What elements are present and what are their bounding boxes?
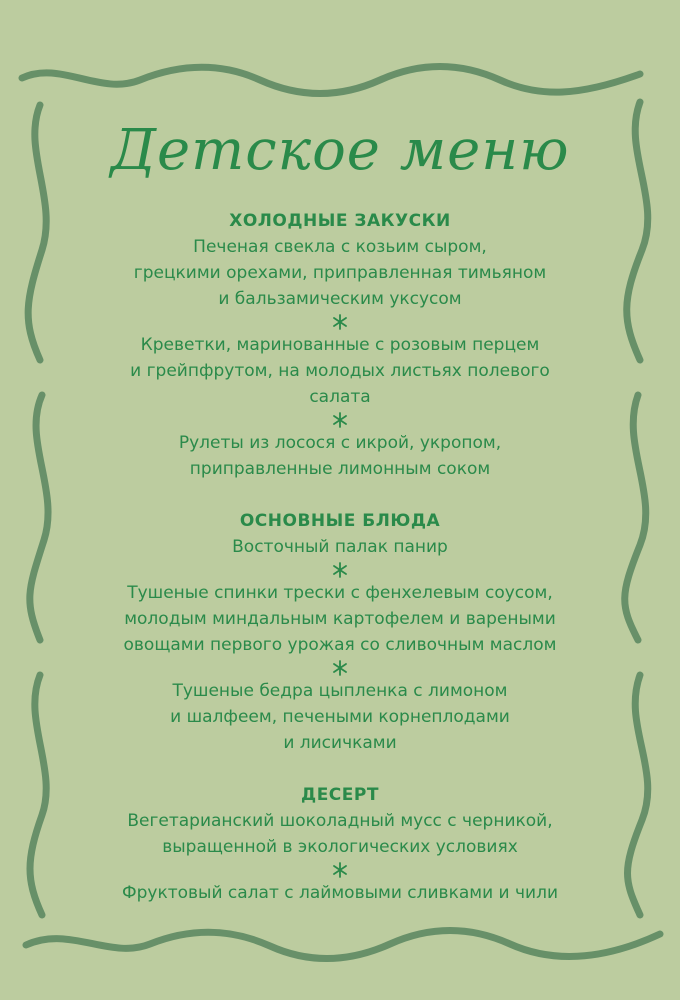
- asterisk-icon: [332, 312, 348, 332]
- menu-item-line: и бальзамическим уксусом: [218, 289, 462, 309]
- menu-item-line: Тушеные бедра цыпленка с лимоном: [172, 681, 508, 701]
- menu-item-line: приправленные лимонным соком: [189, 459, 491, 479]
- asterisk-icon: [332, 658, 348, 678]
- menu-item-line: Рулеты из лосося с икрой, укропом,: [178, 433, 502, 453]
- menu-item-line: овощами первого урожая со сливочным маслом: [123, 635, 557, 655]
- asterisk-icon: [332, 860, 348, 880]
- menu-item-line: и грейпфрутом, на молодых листьях полевого: [130, 361, 550, 381]
- asterisk-icon: [332, 560, 348, 580]
- menu-item: [60, 880, 620, 906]
- menu-item-line: молодым миндальным картофелем и вареными: [124, 609, 556, 629]
- menu-item-line: Креветки, маринованные с розовым перцем: [140, 335, 540, 355]
- menu-item: [60, 678, 620, 756]
- menu-title: Детское меню: [110, 118, 570, 183]
- menu-item-line: Вегетарианский шоколадный мусс с черникой,: [127, 811, 553, 831]
- menu-item-line: Восточный палак панир: [232, 537, 448, 557]
- section-heading-dessert: ДЕСЕРТ: [301, 785, 379, 805]
- menu-item-line: грецкими орехами, приправленная тимьяном: [133, 263, 547, 283]
- menu-item: [60, 808, 620, 860]
- asterisk-icon: [332, 410, 348, 430]
- menu-item: [60, 534, 620, 560]
- menu-item-line: Фруктовый салат с лаймовыми сливками и чили: [121, 883, 559, 903]
- menu-item-line: Тушеные спинки трески с фенхелевым соусом,: [127, 583, 553, 603]
- menu-content: [60, 208, 620, 906]
- section-heading-cold-starters: ХОЛОДНЫЕ ЗАКУСКИ: [229, 211, 451, 231]
- menu-item-line: выращенной в экологических условиях: [162, 837, 518, 857]
- menu-item: [60, 580, 620, 658]
- menu-item-line: и лисичками: [283, 733, 397, 753]
- menu-item: [60, 430, 620, 482]
- menu-item-line: салата: [309, 387, 371, 407]
- menu-item: [60, 332, 620, 410]
- section-heading-main-courses: ОСНОВНЫЕ БЛЮДА: [239, 511, 441, 531]
- menu-item-line: и шалфеем, печеными корнеплодами: [170, 707, 510, 727]
- menu-item: [60, 234, 620, 312]
- menu-item-line: Печеная свекла с козьим сыром,: [193, 237, 487, 257]
